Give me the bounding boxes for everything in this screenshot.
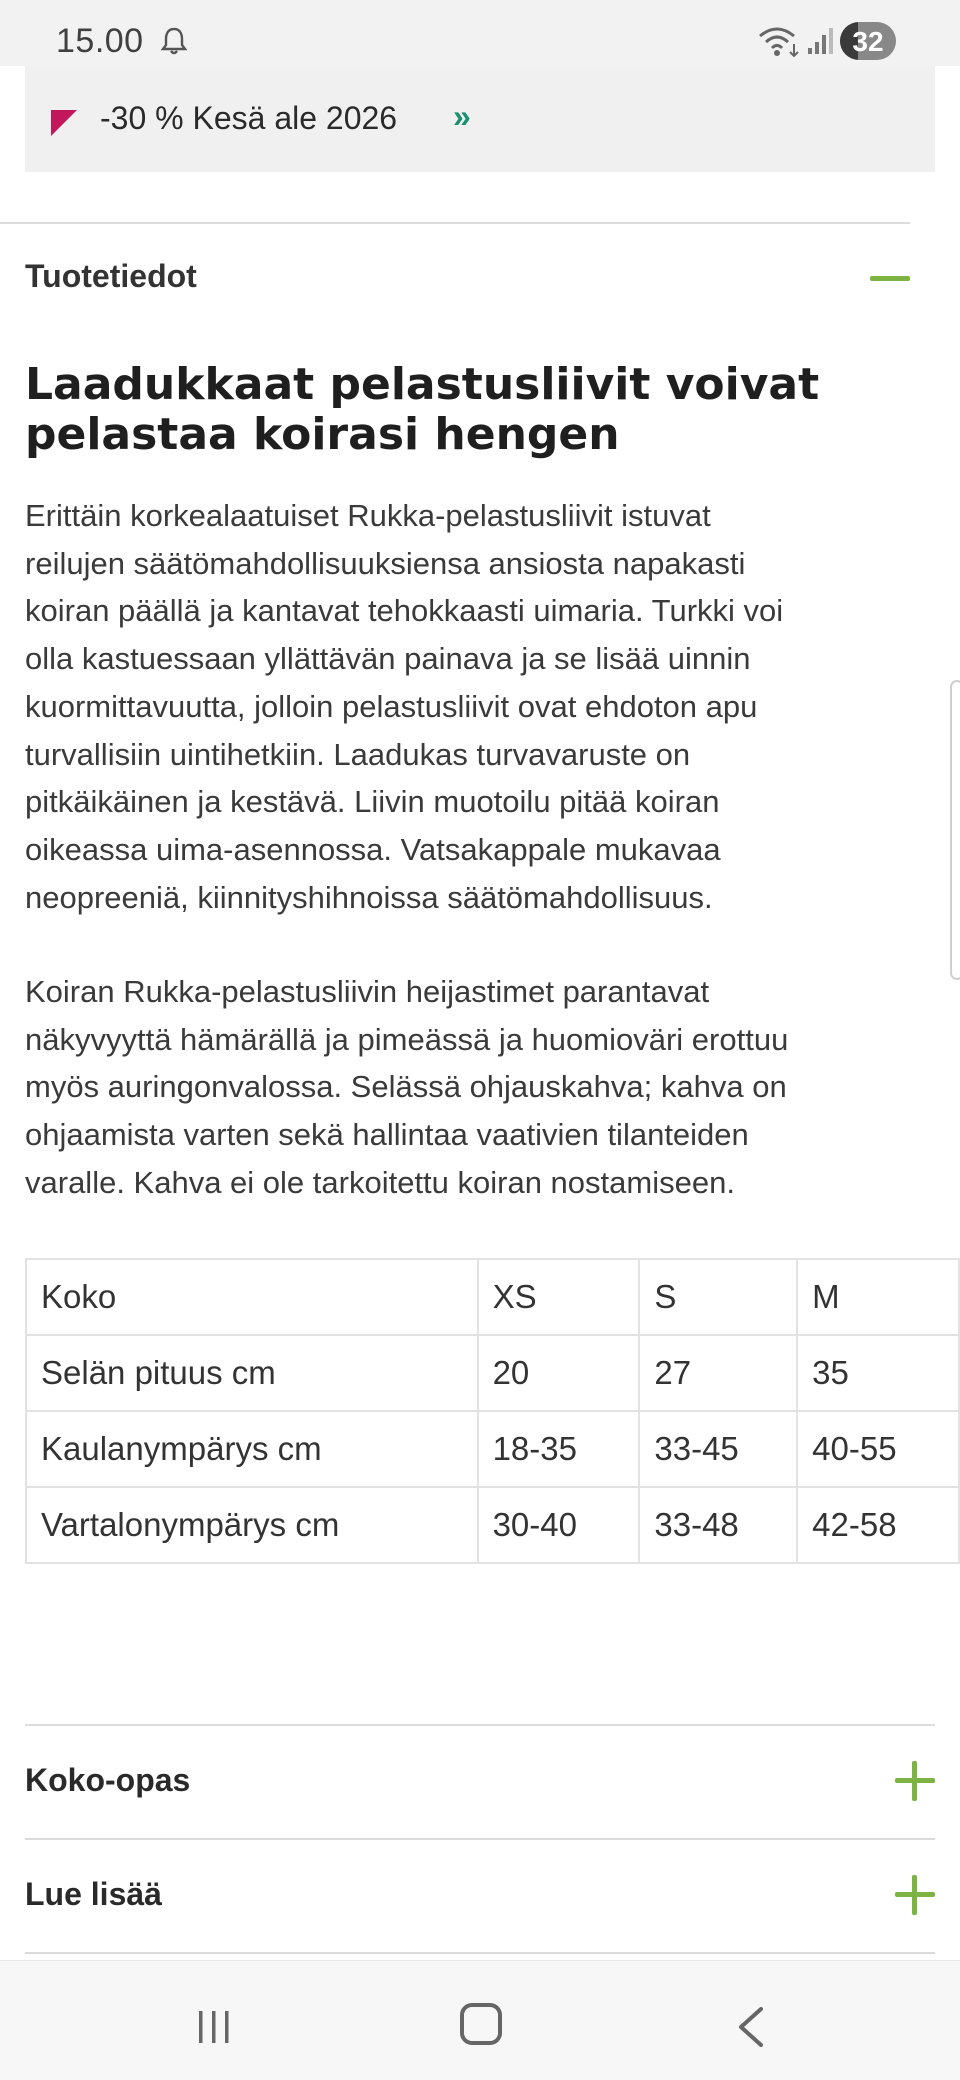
sale-tag-icon [51,110,77,136]
product-info-title[interactable]: Tuotetiedot [25,258,197,294]
divider [0,222,910,224]
signal-icon [806,26,834,56]
table-cell: 27 [639,1335,797,1411]
battery-level: 32 [852,26,884,57]
table-cell: 33-45 [639,1411,797,1487]
table-cell: 35 [797,1335,959,1411]
table-cell: 42-58 [797,1487,959,1563]
navigation-bar [0,1960,960,2080]
table-cell: XS [478,1259,640,1335]
accordion-read-more[interactable]: Lue lisää [25,1876,162,1912]
table-cell: 18-35 [478,1411,640,1487]
table-row [26,1335,959,1411]
product-description-1: Erittäin korkealaatuiset Rukka-pelastusliivit istuvat reilujen säätömahdollisuuksiensa ansiosta napakasti koiran päällä ja kantavat tehokkaasti uimaria. Turkki voi olla kastuessaan yllättävän painava ja se lisää uinnin kuormittavuutta, jolloin pelastusliivit ovat ehdoton apu turvallisiin uintihetkiin. Laadukas turvavaruste on pitkäikäinen ja kestävä. Liivin muotoilu pitää koiran oikeassa uima-asennossa. Vatsakappale mukavaa neopreeniä, kiinnityshihnoissa säätömahdollisuus. [25,498,784,915]
table-cell: Kaulanympärys cm [26,1411,478,1487]
promo-banner[interactable] [25,66,935,172]
product-description-2: Koiran Rukka-pelastusliivin heijastimet parantavat näkyvyyttä hämärällä ja pimeässä ja huomioväri erottuu myös auringonvalossa. Selässä ohjauskahva; kahva on ohjaamista varten sekä hallintaa vaativien tilanteiden varalle. Kahva ei ole tarkoitettu koiran nostamiseen. [25,974,789,1200]
table-cell: Koko [26,1259,478,1335]
table-cell: 40-55 [797,1411,959,1487]
promo-text: -30 % Kesä ale 2026 [100,100,398,136]
table-row [26,1487,959,1563]
battery-icon [840,22,896,60]
table-cell: S [639,1259,797,1335]
expand-icon[interactable] [895,1761,935,1801]
expand-icon[interactable] [895,1875,935,1915]
table-cell: 20 [478,1335,640,1411]
back-icon[interactable] [735,2005,765,2049]
scroll-handle[interactable] [950,680,960,980]
home-icon[interactable] [460,2003,502,2045]
wifi-icon [758,24,800,58]
divider [25,1724,935,1726]
table-row [26,1411,959,1487]
divider [25,1838,935,1840]
table-cell: Vartalonympärys cm [26,1487,478,1563]
table-cell: 33-48 [639,1487,797,1563]
promo-arrow-icon[interactable]: » [453,98,471,134]
divider [25,1952,935,1954]
product-heading: Laadukkaat pelastusliivit voivat pelastaa koirasi hengen [25,359,820,460]
status-time: 15.00 [56,22,144,60]
accordion-size-guide[interactable]: Koko-opas [25,1762,191,1798]
size-table [25,1258,960,1564]
table-cell: M [797,1259,959,1335]
table-row [26,1259,959,1335]
table-cell: 30-40 [478,1487,640,1563]
table-cell: Selän pituus cm [26,1335,478,1411]
status-bar [0,0,960,66]
bell-icon [160,26,188,56]
recent-apps-icon[interactable] [196,2009,232,2045]
collapse-icon[interactable] [870,276,910,281]
